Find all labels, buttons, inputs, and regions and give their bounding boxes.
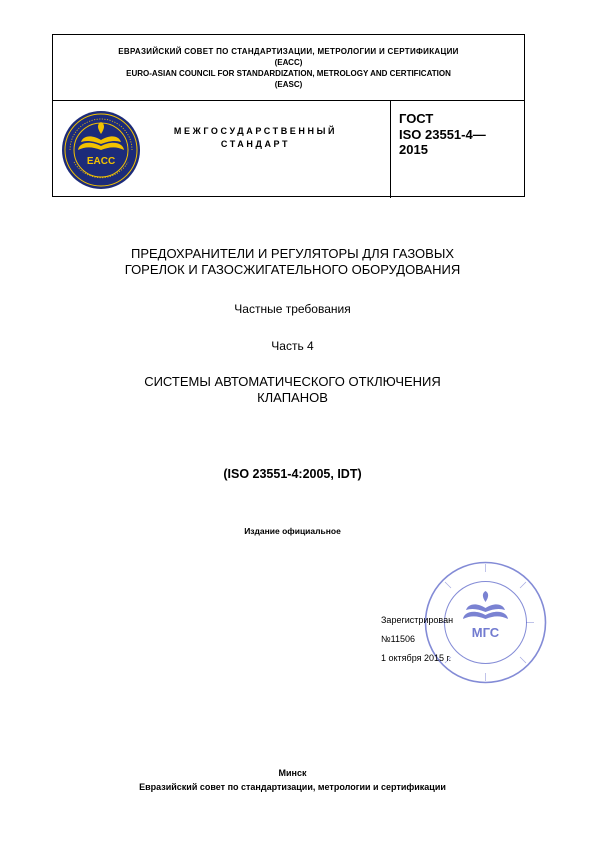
footer (40, 766, 545, 794)
document-subtitle: Частные требования (234, 302, 351, 316)
interstate-line1: МЕЖГОСУДАРСТВЕННЫЙ (173, 126, 338, 136)
header-divider (390, 101, 391, 198)
council-en-abbr: (EASC) (274, 79, 303, 89)
title-line1: ПРЕДОХРАНИТЕЛИ И РЕГУЛЯТОРЫ ДЛЯ ГАЗОВЫХ (130, 246, 455, 261)
council-names (53, 35, 524, 101)
registration-number: №11506 (381, 634, 416, 644)
part-title-line1: СИСТЕМЫ АВТОМАТИЧЕСКОГО ОТКЛЮЧЕНИЯ (144, 374, 441, 389)
gost-number: ISO 23551-4— (399, 126, 486, 142)
logo-text: EACC (86, 156, 116, 167)
title-line2: ГОРЕЛОК И ГАЗОСЖИГАТЕЛЬНОГО ОБОРУДОВАНИЯ (124, 262, 461, 277)
registration-date: 1 октября 2015 г. (381, 653, 452, 663)
registration-line1: Зарегистрирован (381, 615, 454, 625)
registration-info (381, 611, 453, 668)
header-box (52, 34, 525, 197)
council-ru: ЕВРАЗИЙСКИЙ СОВЕТ ПО СТАНДАРТИЗАЦИИ, МЕТРОЛОГИИ И СЕРТИФИКАЦИИ (118, 46, 459, 56)
gost-year: 2015 (399, 142, 428, 157)
footer-city: Минск (278, 768, 307, 778)
gost-label: ГОСТ (399, 111, 434, 126)
council-en: EURO-ASIAN COUNCIL FOR STANDARDIZATION, METROLOGY AND CERTIFICATION (126, 68, 451, 78)
interstate-line2: СТАНДАРТ (220, 139, 291, 149)
stamp-text: МГС (471, 625, 500, 640)
gost-designation (399, 111, 486, 158)
part-title (40, 374, 545, 406)
footer-publisher: Евразийский совет по стандартизации, метрологии и сертификации (139, 782, 446, 792)
document-title (40, 246, 545, 278)
council-ru-abbr: (ЕАСС) (274, 57, 303, 67)
header-info-row (53, 101, 524, 198)
iso-reference: (ISO 23551-4:2005, IDT) (223, 467, 362, 481)
edition-label: Издание официальное (244, 526, 341, 536)
document-part: Часть 4 (271, 339, 314, 353)
part-title-line2: КЛАПАНОВ (257, 390, 328, 405)
eacc-logo (61, 110, 141, 190)
interstate-standard-label (143, 125, 368, 151)
